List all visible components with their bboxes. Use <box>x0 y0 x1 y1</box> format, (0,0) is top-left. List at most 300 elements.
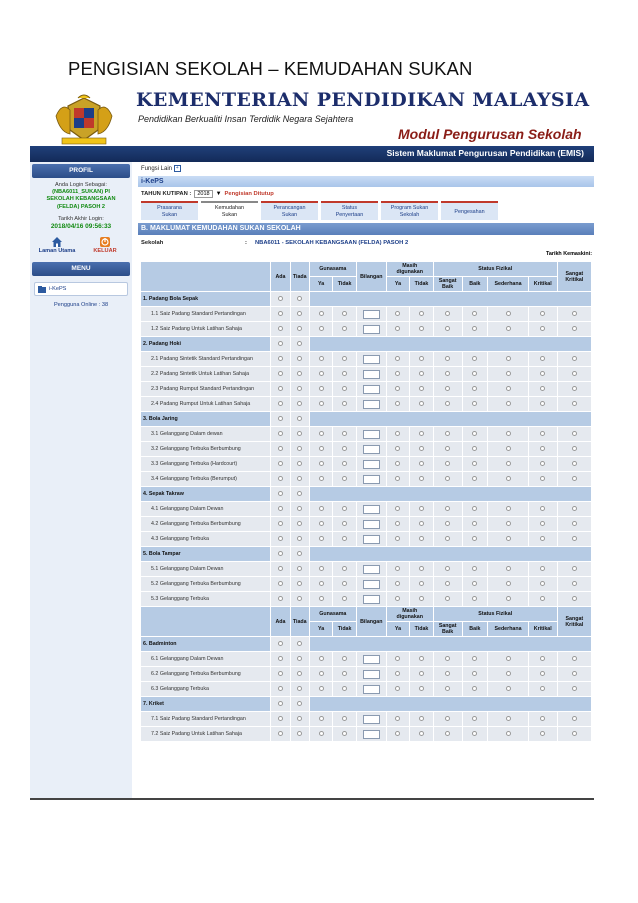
radio-button[interactable] <box>445 476 450 481</box>
radio-button[interactable] <box>297 506 302 511</box>
radio-button[interactable] <box>540 311 545 316</box>
header-masih-digunakan: Masih digunakan <box>386 607 433 622</box>
item-label: 2.3 Padang Rumput Standard Pertandingan <box>141 382 271 397</box>
radio-button[interactable] <box>297 656 302 661</box>
radio-button[interactable] <box>342 311 347 316</box>
radio-button[interactable] <box>342 716 347 721</box>
radio-button[interactable] <box>297 716 302 721</box>
radio-button[interactable] <box>297 476 302 481</box>
bilangan-input[interactable] <box>363 655 380 664</box>
radio-button[interactable] <box>572 401 577 406</box>
bilangan-input[interactable] <box>363 685 380 694</box>
radio-button[interactable] <box>472 476 477 481</box>
radio-button[interactable] <box>419 581 424 586</box>
radio-button[interactable] <box>572 521 577 526</box>
radio-button[interactable] <box>572 461 577 466</box>
radio-button[interactable] <box>342 386 347 391</box>
radio-button[interactable] <box>319 356 324 361</box>
radio-button[interactable] <box>472 716 477 721</box>
radio-button[interactable] <box>297 536 302 541</box>
bilangan-input[interactable] <box>363 385 380 394</box>
bilangan-input[interactable] <box>363 670 380 679</box>
radio-button[interactable] <box>342 446 347 451</box>
radio-button[interactable] <box>506 596 511 601</box>
radio-button[interactable] <box>319 386 324 391</box>
bilangan-input[interactable] <box>363 445 380 454</box>
radio-button[interactable] <box>540 566 545 571</box>
radio-button[interactable] <box>297 701 302 706</box>
fungsi-lain[interactable] <box>141 165 594 172</box>
radio-button[interactable] <box>278 551 283 556</box>
radio-button[interactable] <box>342 506 347 511</box>
radio-button[interactable] <box>572 356 577 361</box>
radio-button[interactable] <box>278 581 283 586</box>
radio-button[interactable] <box>419 731 424 736</box>
dropdown-arrow-icon[interactable]: ▼ <box>215 191 222 198</box>
radio-button[interactable] <box>472 671 477 676</box>
radio-button[interactable] <box>342 401 347 406</box>
radio-button[interactable] <box>297 311 302 316</box>
radio-button[interactable] <box>342 461 347 466</box>
radio-button[interactable] <box>278 716 283 721</box>
cell <box>333 562 357 577</box>
radio-button[interactable] <box>278 341 283 346</box>
radio-button[interactable] <box>419 506 424 511</box>
radio-button[interactable] <box>342 686 347 691</box>
radio-button[interactable] <box>278 461 283 466</box>
radio-button[interactable] <box>540 536 545 541</box>
radio-button[interactable] <box>445 371 450 376</box>
radio-button[interactable] <box>419 371 424 376</box>
radio-button[interactable] <box>319 311 324 316</box>
radio-button[interactable] <box>395 401 400 406</box>
radio-button[interactable] <box>506 671 511 676</box>
radio-button[interactable] <box>278 476 283 481</box>
radio-button[interactable] <box>445 566 450 571</box>
radio-button[interactable] <box>472 731 477 736</box>
bilangan-input[interactable] <box>363 505 380 514</box>
tab-pengesahan[interactable] <box>441 201 498 220</box>
section-row <box>141 337 592 352</box>
radio-button[interactable] <box>445 581 450 586</box>
radio-button[interactable] <box>572 476 577 481</box>
bilangan-input[interactable] <box>363 355 380 364</box>
radio-button[interactable] <box>278 311 283 316</box>
radio-button[interactable] <box>342 581 347 586</box>
bilangan-input[interactable] <box>363 310 380 319</box>
radio-button[interactable] <box>319 506 324 511</box>
radio-button[interactable] <box>342 656 347 661</box>
radio-button[interactable] <box>445 506 450 511</box>
radio-button[interactable] <box>342 536 347 541</box>
radio-button[interactable] <box>297 356 302 361</box>
radio-button[interactable] <box>342 731 347 736</box>
radio-button[interactable] <box>278 416 283 421</box>
radio-button[interactable] <box>540 386 545 391</box>
radio-button[interactable] <box>472 326 477 331</box>
radio-button[interactable] <box>419 716 424 721</box>
radio-button[interactable] <box>395 371 400 376</box>
radio-button[interactable] <box>319 686 324 691</box>
radio-button[interactable] <box>395 326 400 331</box>
radio-button[interactable] <box>506 536 511 541</box>
tab-kemudahan-sukan[interactable] <box>201 201 258 220</box>
radio-button[interactable] <box>419 356 424 361</box>
radio-button[interactable] <box>419 596 424 601</box>
radio-button[interactable] <box>572 671 577 676</box>
radio-button[interactable] <box>297 371 302 376</box>
expand-icon[interactable]: + <box>174 165 181 172</box>
radio-button[interactable] <box>278 686 283 691</box>
radio-button[interactable] <box>278 566 283 571</box>
radio-button[interactable] <box>506 581 511 586</box>
radio-button[interactable] <box>506 731 511 736</box>
radio-button[interactable] <box>506 686 511 691</box>
bilangan-input[interactable] <box>363 595 380 604</box>
radio-button[interactable] <box>319 581 324 586</box>
radio-button[interactable] <box>445 656 450 661</box>
radio-button[interactable] <box>278 596 283 601</box>
radio-button[interactable] <box>540 446 545 451</box>
radio-button[interactable] <box>540 326 545 331</box>
radio-button[interactable] <box>342 476 347 481</box>
bilangan-input[interactable] <box>363 325 380 334</box>
radio-button[interactable] <box>297 686 302 691</box>
bilangan-input[interactable] <box>363 535 380 544</box>
radio-button[interactable] <box>419 566 424 571</box>
radio-button[interactable] <box>297 566 302 571</box>
radio-button[interactable] <box>319 566 324 571</box>
bilangan-input[interactable] <box>363 430 380 439</box>
home-link[interactable] <box>34 236 80 254</box>
radio-button[interactable] <box>342 371 347 376</box>
radio-button[interactable] <box>395 566 400 571</box>
radio-button[interactable] <box>445 311 450 316</box>
radio-button[interactable] <box>445 431 450 436</box>
tab-prasarana-sukan[interactable] <box>141 201 198 220</box>
radio-button[interactable] <box>395 446 400 451</box>
radio-button[interactable] <box>395 311 400 316</box>
radio-button[interactable] <box>540 581 545 586</box>
radio-button[interactable] <box>506 656 511 661</box>
radio-button[interactable] <box>278 701 283 706</box>
header-gunasama: Gunasama <box>309 262 356 277</box>
radio-button[interactable] <box>445 686 450 691</box>
cell <box>290 712 309 727</box>
radio-button[interactable] <box>472 431 477 436</box>
year-select[interactable]: 2018 <box>194 190 212 198</box>
logout-link[interactable] <box>82 236 128 254</box>
radio-button[interactable] <box>540 401 545 406</box>
radio-button[interactable] <box>297 671 302 676</box>
radio-button[interactable] <box>572 566 577 571</box>
radio-button[interactable] <box>342 596 347 601</box>
radio-button[interactable] <box>572 326 577 331</box>
radio-button[interactable] <box>445 596 450 601</box>
radio-button[interactable] <box>342 326 347 331</box>
menu-item-ikeps[interactable] <box>34 282 128 296</box>
bilangan-input[interactable] <box>363 565 380 574</box>
radio-button[interactable] <box>445 356 450 361</box>
radio-button[interactable] <box>278 656 283 661</box>
radio-button[interactable] <box>319 326 324 331</box>
radio-button[interactable] <box>297 326 302 331</box>
radio-button[interactable] <box>319 536 324 541</box>
bilangan-input[interactable] <box>363 370 380 379</box>
radio-button[interactable] <box>278 536 283 541</box>
radio-button[interactable] <box>445 521 450 526</box>
radio-button[interactable] <box>297 341 302 346</box>
radio-button[interactable] <box>472 656 477 661</box>
radio-button[interactable] <box>472 461 477 466</box>
radio-button[interactable] <box>297 401 302 406</box>
radio-button[interactable] <box>540 431 545 436</box>
radio-button[interactable] <box>419 431 424 436</box>
radio-button[interactable] <box>572 431 577 436</box>
section-row <box>141 547 592 562</box>
radio-button[interactable] <box>472 371 477 376</box>
radio-button[interactable] <box>278 731 283 736</box>
radio-button[interactable] <box>419 446 424 451</box>
radio-button[interactable] <box>278 446 283 451</box>
radio-button[interactable] <box>278 671 283 676</box>
radio-button[interactable] <box>540 671 545 676</box>
radio-button[interactable] <box>297 386 302 391</box>
radio-button[interactable] <box>319 461 324 466</box>
radio-button[interactable] <box>572 656 577 661</box>
radio-button[interactable] <box>319 476 324 481</box>
radio-button[interactable] <box>445 446 450 451</box>
radio-button[interactable] <box>342 521 347 526</box>
radio-button[interactable] <box>540 521 545 526</box>
radio-button[interactable] <box>472 521 477 526</box>
radio-button[interactable] <box>278 431 283 436</box>
tab-status-penyertaan[interactable] <box>321 201 378 220</box>
radio-button[interactable] <box>319 371 324 376</box>
radio-button[interactable] <box>572 581 577 586</box>
tab-perancangan-sukan[interactable] <box>261 201 318 220</box>
radio-button[interactable] <box>445 386 450 391</box>
radio-button[interactable] <box>342 566 347 571</box>
radio-button[interactable] <box>297 446 302 451</box>
radio-button[interactable] <box>540 731 545 736</box>
radio-button[interactable] <box>419 476 424 481</box>
cell <box>271 502 290 517</box>
radio-button[interactable] <box>572 446 577 451</box>
item-label: 4.3 Gelanggang Terbuka <box>141 532 271 547</box>
tab-program-sukan-sekolah[interactable] <box>381 201 438 220</box>
radio-button[interactable] <box>506 716 511 721</box>
radio-button[interactable] <box>472 386 477 391</box>
radio-button[interactable] <box>506 461 511 466</box>
radio-button[interactable] <box>395 686 400 691</box>
radio-button[interactable] <box>278 401 283 406</box>
radio-button[interactable] <box>297 296 302 301</box>
radio-button[interactable] <box>297 431 302 436</box>
radio-button[interactable] <box>297 521 302 526</box>
last-login-label: Tarikh Akhir Login: <box>58 215 104 222</box>
bilangan-input[interactable] <box>363 400 380 409</box>
radio-button[interactable] <box>319 656 324 661</box>
radio-button[interactable] <box>319 716 324 721</box>
radio-button[interactable] <box>472 566 477 571</box>
radio-button[interactable] <box>278 641 283 646</box>
radio-button[interactable] <box>297 491 302 496</box>
cell <box>309 427 333 442</box>
radio-button[interactable] <box>572 311 577 316</box>
radio-button[interactable] <box>278 326 283 331</box>
radio-button[interactable] <box>419 521 424 526</box>
radio-button[interactable] <box>540 371 545 376</box>
radio-button[interactable] <box>472 596 477 601</box>
radio-button[interactable] <box>540 686 545 691</box>
radio-button[interactable] <box>506 566 511 571</box>
radio-button[interactable] <box>540 506 545 511</box>
cell <box>410 322 434 337</box>
radio-button[interactable] <box>506 371 511 376</box>
radio-button[interactable] <box>319 431 324 436</box>
cell <box>290 727 309 742</box>
main-content <box>138 162 594 800</box>
bilangan-input[interactable] <box>363 520 380 529</box>
radio-button[interactable] <box>342 671 347 676</box>
radio-button[interactable] <box>419 656 424 661</box>
radio-button[interactable] <box>506 506 511 511</box>
radio-button[interactable] <box>297 731 302 736</box>
radio-button[interactable] <box>419 686 424 691</box>
radio-button[interactable] <box>395 656 400 661</box>
radio-button[interactable] <box>395 536 400 541</box>
radio-button[interactable] <box>278 296 283 301</box>
bilangan-input[interactable] <box>363 715 380 724</box>
radio-button[interactable] <box>506 401 511 406</box>
radio-button[interactable] <box>540 461 545 466</box>
cell <box>462 427 488 442</box>
radio-button[interactable] <box>506 356 511 361</box>
cell <box>290 577 309 592</box>
radio-button[interactable] <box>540 356 545 361</box>
radio-button[interactable] <box>472 446 477 451</box>
radio-button[interactable] <box>319 401 324 406</box>
radio-button[interactable] <box>572 386 577 391</box>
radio-button[interactable] <box>472 506 477 511</box>
radio-button[interactable] <box>419 536 424 541</box>
radio-button[interactable] <box>472 581 477 586</box>
radio-button[interactable] <box>419 671 424 676</box>
radio-button[interactable] <box>572 686 577 691</box>
radio-button[interactable] <box>342 356 347 361</box>
cell <box>410 307 434 322</box>
radio-button[interactable] <box>297 416 302 421</box>
radio-button[interactable] <box>472 356 477 361</box>
radio-button[interactable] <box>319 671 324 676</box>
radio-button[interactable] <box>395 476 400 481</box>
radio-button[interactable] <box>297 461 302 466</box>
radio-button[interactable] <box>395 431 400 436</box>
radio-button[interactable] <box>506 431 511 436</box>
radio-button[interactable] <box>506 476 511 481</box>
cell <box>271 577 290 592</box>
radio-button[interactable] <box>506 446 511 451</box>
radio-button[interactable] <box>278 356 283 361</box>
radio-button[interactable] <box>472 311 477 316</box>
radio-button[interactable] <box>445 461 450 466</box>
radio-button[interactable] <box>278 491 283 496</box>
radio-button[interactable] <box>395 386 400 391</box>
radio-button[interactable] <box>395 506 400 511</box>
radio-button[interactable] <box>395 521 400 526</box>
radio-button[interactable] <box>395 716 400 721</box>
bilangan-input[interactable] <box>363 460 380 469</box>
radio-button[interactable] <box>445 731 450 736</box>
radio-button[interactable] <box>297 551 302 556</box>
radio-button[interactable] <box>342 431 347 436</box>
radio-button[interactable] <box>319 731 324 736</box>
radio-button[interactable] <box>319 446 324 451</box>
radio-button[interactable] <box>395 581 400 586</box>
radio-button[interactable] <box>419 311 424 316</box>
radio-button[interactable] <box>572 371 577 376</box>
radio-button[interactable] <box>395 356 400 361</box>
radio-button[interactable] <box>472 401 477 406</box>
radio-button[interactable] <box>445 401 450 406</box>
radio-button[interactable] <box>278 371 283 376</box>
radio-button[interactable] <box>319 596 324 601</box>
bilangan-input[interactable] <box>363 730 380 739</box>
radio-button[interactable] <box>445 536 450 541</box>
radio-button[interactable] <box>506 311 511 316</box>
radio-button[interactable] <box>506 326 511 331</box>
radio-button[interactable] <box>319 521 324 526</box>
radio-button[interactable] <box>395 596 400 601</box>
radio-button[interactable] <box>572 596 577 601</box>
radio-button[interactable] <box>445 326 450 331</box>
radio-button[interactable] <box>472 536 477 541</box>
radio-button[interactable] <box>572 536 577 541</box>
bilangan-input[interactable] <box>363 475 380 484</box>
radio-button[interactable] <box>472 686 477 691</box>
radio-button[interactable] <box>297 641 302 646</box>
radio-button[interactable] <box>572 506 577 511</box>
radio-button[interactable] <box>278 506 283 511</box>
radio-button[interactable] <box>506 386 511 391</box>
radio-button[interactable] <box>445 716 450 721</box>
radio-button[interactable] <box>419 326 424 331</box>
cell <box>528 382 557 397</box>
radio-button[interactable] <box>506 521 511 526</box>
radio-button[interactable] <box>419 386 424 391</box>
radio-button[interactable] <box>297 596 302 601</box>
radio-button[interactable] <box>572 716 577 721</box>
cell <box>433 382 462 397</box>
radio-button[interactable] <box>419 401 424 406</box>
radio-button[interactable] <box>395 671 400 676</box>
bilangan-input[interactable] <box>363 580 380 589</box>
radio-button[interactable] <box>540 596 545 601</box>
radio-button[interactable] <box>419 461 424 466</box>
radio-button[interactable] <box>278 386 283 391</box>
radio-button[interactable] <box>395 731 400 736</box>
radio-button[interactable] <box>540 716 545 721</box>
radio-button[interactable] <box>445 671 450 676</box>
radio-button[interactable] <box>278 521 283 526</box>
radio-button[interactable] <box>540 656 545 661</box>
radio-button[interactable] <box>540 476 545 481</box>
radio-button[interactable] <box>572 731 577 736</box>
radio-button[interactable] <box>395 461 400 466</box>
radio-button[interactable] <box>297 581 302 586</box>
item-label: 5.2 Gelanggang Terbuka Berbumbung <box>141 577 271 592</box>
